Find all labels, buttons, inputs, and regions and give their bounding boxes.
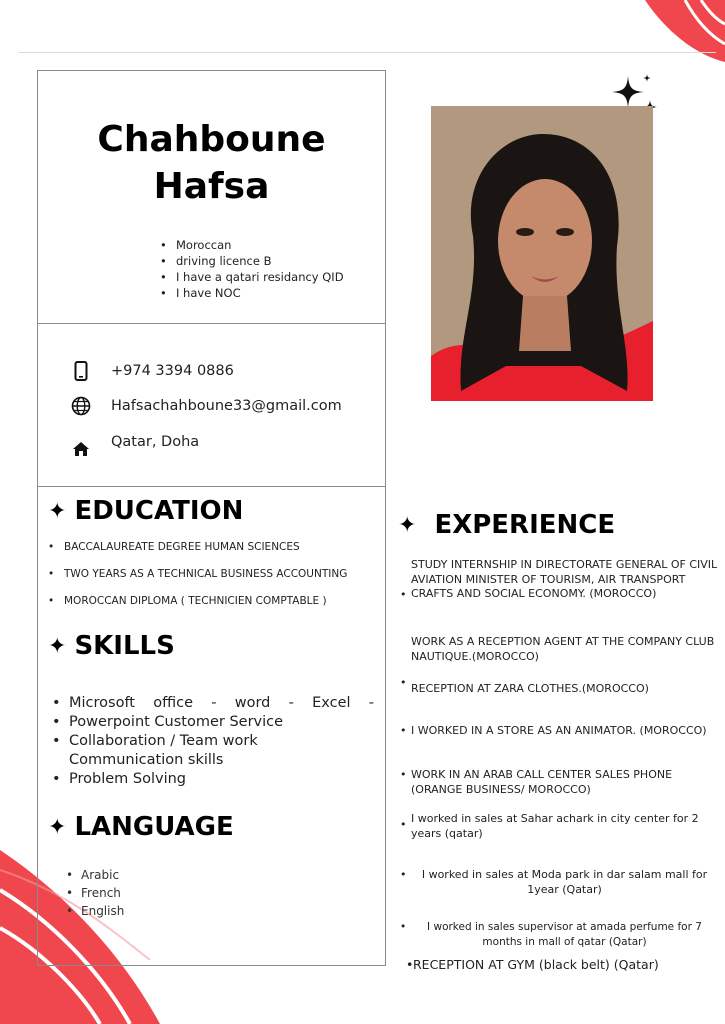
- contact-phone: [70, 358, 234, 384]
- education-item: • TWO YEARS AS A TECHNICAL BUSINESS ACCOUNTING: [48, 565, 378, 592]
- experience-title: EXPERIENCE: [434, 510, 616, 540]
- personal-info-item: • driving licence B: [160, 253, 344, 269]
- divider-contact: [37, 486, 386, 487]
- globe-icon: [70, 395, 92, 417]
- skills-item: • Microsoft office - word - Excel -: [52, 694, 374, 713]
- phone-icon: [70, 360, 92, 382]
- sparkle-icon: ✦: [48, 633, 67, 659]
- sparkle-icon: ✦: [398, 512, 417, 538]
- skills-item: • Collaboration / Team work Communication skills: [52, 732, 374, 770]
- top-divider: [18, 52, 716, 53]
- home-icon: [70, 424, 92, 460]
- personal-info-item: • Moroccan: [160, 237, 344, 253]
- experience-item: • I worked in sales supervisor at amada perfume for 7 months in mall of qatar (Qatar): [400, 921, 702, 948]
- experience-item: • RECEPTION AT ZARA CLOTHES.(MOROCCO): [400, 676, 649, 695]
- contact-location: [70, 429, 199, 455]
- education-heading: [48, 496, 243, 526]
- experience-item: • I WORKED IN A STORE AS AN ANIMATOR. (MOROCCO): [400, 724, 707, 737]
- skills-list: [52, 694, 374, 789]
- language-list: [66, 866, 124, 920]
- experience-item: WORK AS A RECEPTION AGENT AT THE COMPANY CLUB NAUTIQUE.(MOROCCO): [411, 635, 715, 663]
- first-name: Chahboune: [97, 119, 326, 160]
- language-item: • French: [66, 884, 124, 902]
- profile-photo: [431, 106, 653, 401]
- experience-item: • WORK IN AN ARAB CALL CENTER SALES PHONE (ORANGE BUSINESS/ MOROCCO): [400, 768, 673, 796]
- personal-info-list: [160, 237, 344, 301]
- location-text: Qatar, Doha: [111, 434, 200, 450]
- personal-info-item: • I have a qatari residancy QID: [160, 269, 344, 285]
- skills-item: • Problem Solving: [52, 770, 374, 789]
- education-item: • MOROCCAN DIPLOMA ( TECHNICIEN COMPTABLE ): [48, 592, 378, 619]
- language-heading: [48, 812, 234, 842]
- divider-personal: [37, 323, 386, 324]
- portrait-image: [431, 106, 653, 401]
- experience-heading: [398, 510, 615, 540]
- full-name: [40, 116, 383, 210]
- language-item: • Arabic: [66, 866, 124, 884]
- phone-number: +974 3394 0886: [111, 363, 234, 379]
- skills-item: • Powerpoint Customer Service: [52, 713, 374, 732]
- language-title: LANGUAGE: [74, 812, 234, 842]
- language-item: • English: [66, 902, 124, 920]
- education-list: [48, 538, 378, 619]
- experience-item: • I worked in sales at Sahar achark in city center for 2 years (qatar): [400, 812, 699, 840]
- personal-info-item: • I have NOC: [160, 285, 344, 301]
- experience-item: • RECEPTION AT GYM (black belt) (Qatar): [406, 957, 659, 972]
- education-title: EDUCATION: [74, 496, 244, 526]
- skills-title: SKILLS: [74, 631, 175, 661]
- contact-email: [70, 393, 342, 419]
- sparkle-icon: ✦: [48, 498, 67, 524]
- corner-decoration-top: [625, 0, 725, 75]
- email-address: Hafsachahboune33@gmail.com: [111, 398, 342, 414]
- sparkle-icon: ✦: [48, 814, 67, 840]
- education-item: • BACCALAUREATE DEGREE HUMAN SCIENCES: [48, 538, 378, 565]
- experience-item: • STUDY INTERNSHIP IN DIRECTORATE GENERAL OF CIVIL AVIATION MINISTER OF TOURISM, AIR TRANSPORT CRAFTS AND SOCIAL ECONOMY. (MOROCCO): [400, 558, 718, 601]
- last-name: Hafsa: [153, 166, 270, 207]
- experience-item: • I worked in sales at Moda park in dar salam mall for 1year (Qatar): [400, 868, 708, 896]
- skills-heading: [48, 631, 175, 661]
